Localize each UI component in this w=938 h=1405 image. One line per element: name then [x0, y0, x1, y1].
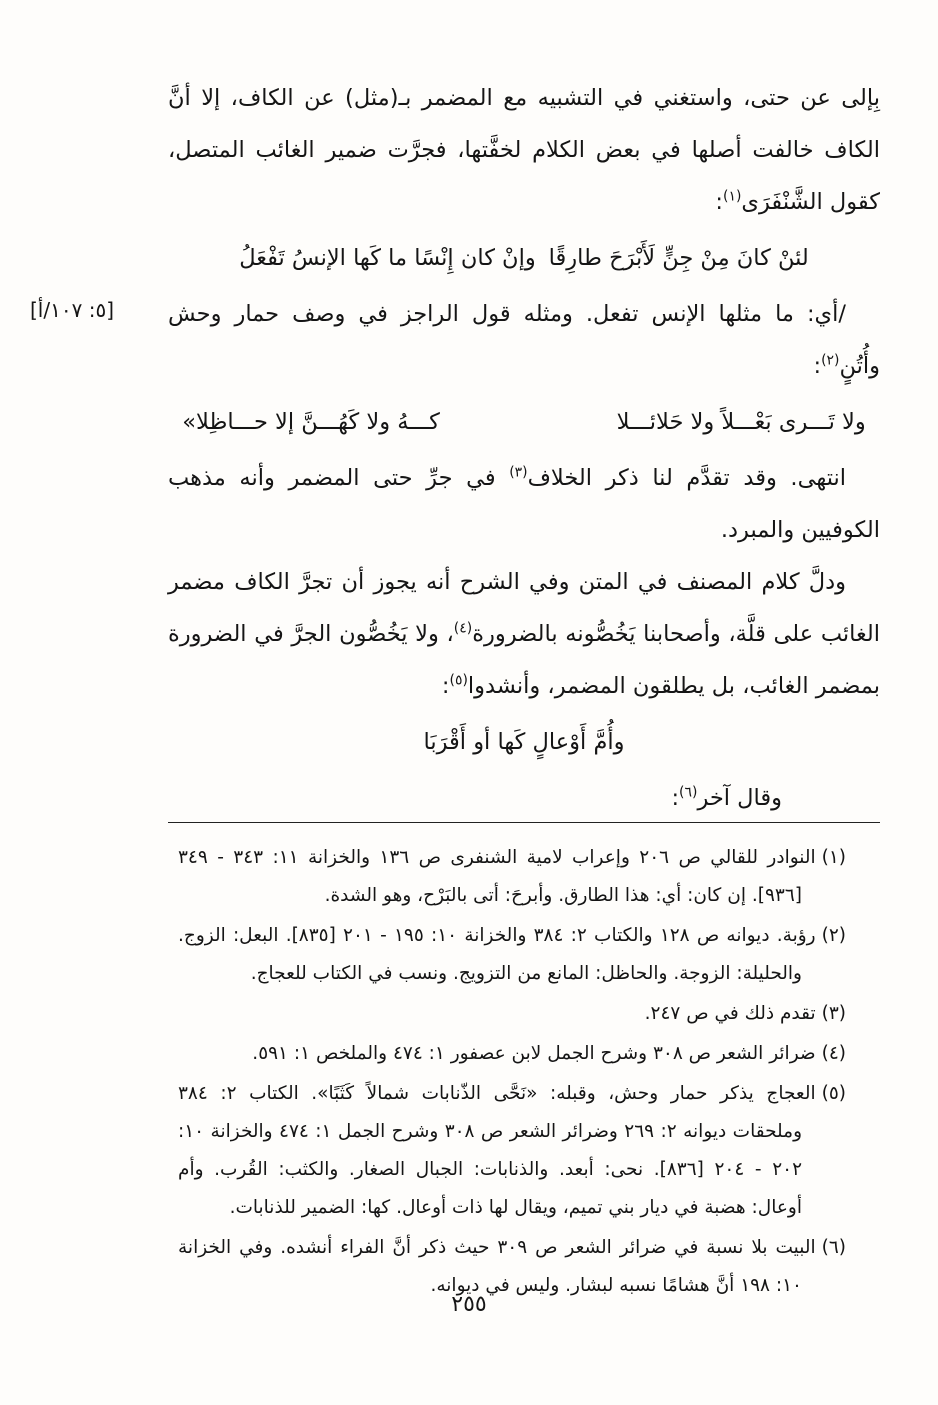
footnote-text: النوادر للقالي ص ٢٠٦ وإعراب لامية الشنفرى ص ١٣٦ والخزانة ١١: ٣٤٣ - ٣٤٩ [٩٣٦]. إن كان: أي: هذا الطارق. وأبرحَ: أتى بالبَرْح، وهو الشدة. [178, 847, 816, 906]
footnote-text: تقدم ذلك في ص ٢٤٧. [644, 1003, 816, 1024]
verse1-left-hemistich: وإنْ كان إِنْسًا ما كَها الإنسُ تَفْعَلُ [239, 245, 536, 271]
footnote-item-4 [178, 1035, 846, 1073]
footnotes-section [168, 822, 880, 1307]
poetry-verse-3: وأُمَّ أَوْعالٍ كَها أو أَقْرَبَا [423, 729, 625, 755]
footnote-number: (٣) [821, 1003, 846, 1024]
footnote-number: (٢) [821, 925, 846, 946]
verse2-left-hemistich: كـــهُ ولا كَهُـــنَّ إلا حـــاظِلا» [182, 409, 440, 435]
paragraph-1: بِإلى عن حتى، واستغني في التشبيه مع المضمر بـ(مثل) عن الكاف، إلا أنَّ الكاف خالفت أصلها في بعض الكلام لخفَّتها، فجرَّت ضمير الغائب المتصل، كقول الشَّنْفَرَى$^{(١)}$: [168, 85, 880, 215]
verse2-right-hemistich: ولا تَـــرى بَعْـــلاً ولا حَلائـــلا [616, 409, 866, 435]
paragraph-5: وقال آخر$^{(٦)}$: [671, 784, 782, 811]
footnote-item-5 [178, 1075, 846, 1227]
paragraph-2: /أي: ما مثلها الإنس تفعل. ومثله قول الراجز في وصف حمار وحش وأُتُنٍ$^{(٢)}$: [168, 301, 880, 379]
page-number: ٢٥٥ [451, 1292, 487, 1317]
poetry-verse-1 [239, 232, 809, 284]
footnote-text: رؤبة. ديوانه ص ١٢٨ والكتاب ٢: ٣٨٤ والخزانة ١٠: ١٩٥ - ٢٠١ [٨٣٥]. البعل: الزوج. والحليلة: الزوجة. والحاظل: المانع من التزويج. ونسب في الكتاب للعجاج. [178, 925, 816, 984]
footnote-item-3 [178, 995, 846, 1033]
poetry-verse-2 [182, 396, 866, 448]
footnote-text: ضرائر الشعر ص ٣٠٨ وشرح الجمل لابن عصفور ١: ٤٧٤ والملخص ١: ٥٩١. [252, 1043, 816, 1064]
footnote-text: العجاج يذكر حمار وحش، وقبله: «نَحَّى الذّنابات شمالاً كَثَبًا». الكتاب ٢: ٣٨٤ وملحقات ديوانه ٢: ٢٦٩ وضرائر الشعر ص ٣٠٨ وشرح الجمل ١: ٤٧٤ والخزانة ١٠: ٢٠٢ - ٢٠٤ [٨٣٦]. نحى: أبعد. والذنابات: الجبال الصغار. والكثب: القُرب. وأم أوعال: هضبة في ديار بني تميم، ويقال لها ذات أوعال. كها: الضمير للذنابات. [178, 1083, 816, 1218]
footnote-text: البيت بلا نسبة في ضرائر الشعر ص ٣٠٩ حيث ذكر أنَّ الفراء أنشده. وفي الخزانة ١٠: ١٩٨ أنَّ هشامًا نسبه لبشار. وليس في ديوانه. [178, 1237, 816, 1296]
folio-margin-note: [٥: ١٠٧/أ] [30, 298, 115, 322]
verse1-right-hemistich: لئنْ كانَ مِنْ جِنٍّ لَأَبْرَحَ طارِقًا [548, 245, 809, 271]
footnote-number: (٤) [821, 1043, 846, 1064]
footnote-item-1 [178, 839, 846, 915]
paragraph-3: انتهى. وقد تقدَّم لنا ذكر الخلاف$^{(٣)}$ في جرِّ حتى المضمر وأنه مذهب الكوفيين والمبرد. [168, 464, 880, 543]
footnotes-list [168, 839, 880, 1305]
footnote-number: (٥) [821, 1083, 846, 1104]
footnote-number: (١) [821, 847, 847, 868]
paragraph-4: ودلَّ كلام المصنف في المتن وفي الشرح أنه يجوز أن تجرَّ الكاف مضمر الغائب على قلَّة، وأصحابنا يَخُصُّونه بالضرورة$^{(٤)}$، ولا يَخُصُّون الجرَّ في الضرورة بمضمر الغائب، بل يطلقون المضمر، وأنشدوا$^{(٥)}$: [168, 569, 880, 699]
main-text-column [168, 72, 880, 824]
footnote-number: (٦) [821, 1237, 846, 1258]
footnote-item-2 [178, 917, 846, 993]
